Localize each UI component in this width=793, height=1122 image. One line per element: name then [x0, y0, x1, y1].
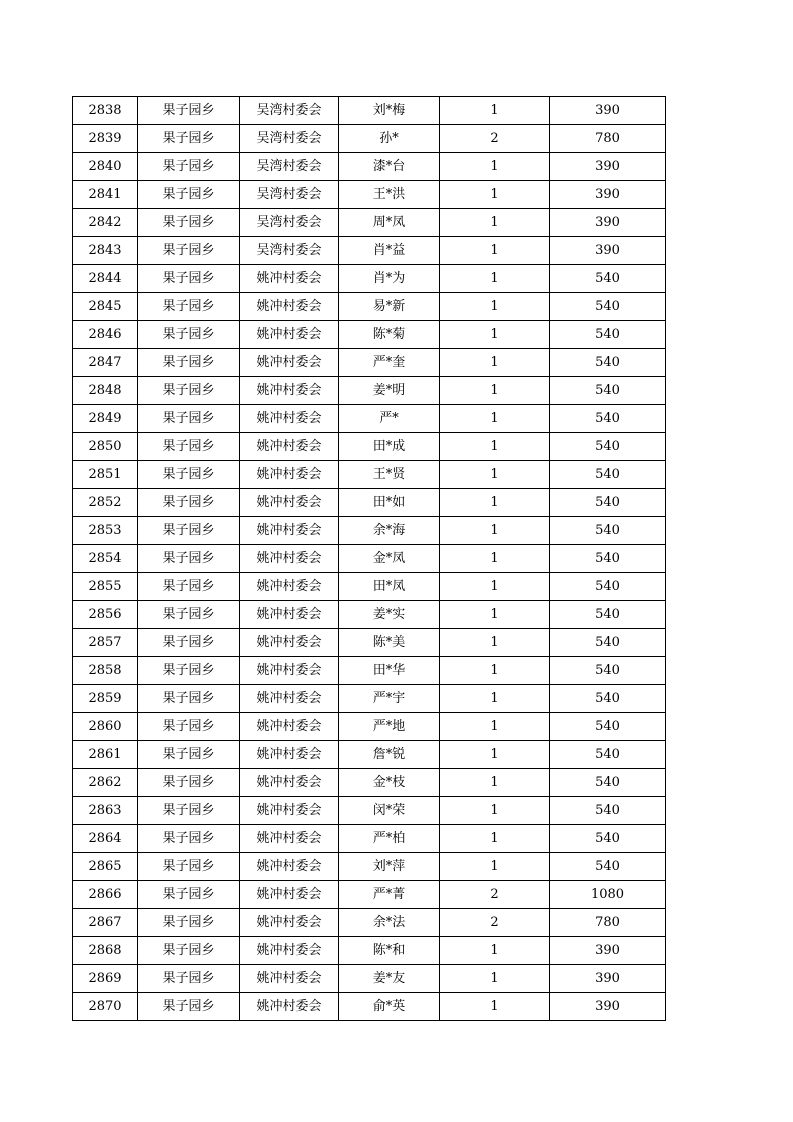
seq-cell: 2840 — [73, 153, 138, 181]
count-cell: 1 — [440, 769, 550, 797]
village-cell: 姚冲村委会 — [240, 741, 339, 769]
amount-cell: 540 — [550, 265, 666, 293]
township-cell: 果子园乡 — [138, 601, 240, 629]
count-cell: 1 — [440, 265, 550, 293]
amount-cell: 540 — [550, 629, 666, 657]
name-cell: 金*凤 — [339, 545, 440, 573]
amount-cell: 540 — [550, 377, 666, 405]
table-row — [73, 685, 666, 713]
village-cell: 姚冲村委会 — [240, 993, 339, 1021]
township-cell: 果子园乡 — [138, 153, 240, 181]
village-cell: 姚冲村委会 — [240, 321, 339, 349]
amount-cell: 540 — [550, 713, 666, 741]
township-cell: 果子园乡 — [138, 181, 240, 209]
name-cell: 漆*台 — [339, 153, 440, 181]
name-cell: 严*地 — [339, 713, 440, 741]
village-cell: 姚冲村委会 — [240, 433, 339, 461]
village-cell: 吴湾村委会 — [240, 97, 339, 125]
name-cell: 周*凤 — [339, 209, 440, 237]
seq-cell: 2867 — [73, 909, 138, 937]
table-row — [73, 713, 666, 741]
table-row — [73, 797, 666, 825]
amount-cell: 540 — [550, 489, 666, 517]
count-cell: 1 — [440, 797, 550, 825]
amount-cell: 390 — [550, 993, 666, 1021]
name-cell: 陈*美 — [339, 629, 440, 657]
table-row — [73, 601, 666, 629]
township-cell: 果子园乡 — [138, 909, 240, 937]
amount-cell: 390 — [550, 237, 666, 265]
amount-cell: 540 — [550, 741, 666, 769]
name-cell: 严*菁 — [339, 881, 440, 909]
township-cell: 果子园乡 — [138, 573, 240, 601]
count-cell: 1 — [440, 937, 550, 965]
village-cell: 姚冲村委会 — [240, 853, 339, 881]
amount-cell: 540 — [550, 517, 666, 545]
seq-cell: 2844 — [73, 265, 138, 293]
seq-cell: 2848 — [73, 377, 138, 405]
township-cell: 果子园乡 — [138, 657, 240, 685]
table-row — [73, 97, 666, 125]
seq-cell: 2859 — [73, 685, 138, 713]
count-cell: 2 — [440, 909, 550, 937]
count-cell: 1 — [440, 237, 550, 265]
count-cell: 1 — [440, 153, 550, 181]
township-cell: 果子园乡 — [138, 713, 240, 741]
seq-cell: 2862 — [73, 769, 138, 797]
name-cell: 姜*友 — [339, 965, 440, 993]
village-cell: 姚冲村委会 — [240, 825, 339, 853]
count-cell: 1 — [440, 601, 550, 629]
seq-cell: 2856 — [73, 601, 138, 629]
count-cell: 1 — [440, 545, 550, 573]
village-cell: 吴湾村委会 — [240, 181, 339, 209]
count-cell: 1 — [440, 517, 550, 545]
village-cell: 姚冲村委会 — [240, 517, 339, 545]
count-cell: 1 — [440, 461, 550, 489]
name-cell: 田*如 — [339, 489, 440, 517]
count-cell: 1 — [440, 657, 550, 685]
table-row — [73, 545, 666, 573]
count-cell: 1 — [440, 97, 550, 125]
count-cell: 1 — [440, 713, 550, 741]
township-cell: 果子园乡 — [138, 433, 240, 461]
table-row — [73, 405, 666, 433]
seq-cell: 2841 — [73, 181, 138, 209]
village-cell: 姚冲村委会 — [240, 461, 339, 489]
table-row — [73, 573, 666, 601]
name-cell: 刘*梅 — [339, 97, 440, 125]
name-cell: 闵*荣 — [339, 797, 440, 825]
count-cell: 1 — [440, 825, 550, 853]
table-row — [73, 629, 666, 657]
village-cell: 吴湾村委会 — [240, 237, 339, 265]
village-cell: 姚冲村委会 — [240, 601, 339, 629]
table-row — [73, 237, 666, 265]
name-cell: 严* — [339, 405, 440, 433]
seq-cell: 2865 — [73, 853, 138, 881]
village-cell: 姚冲村委会 — [240, 545, 339, 573]
table-row — [73, 349, 666, 377]
name-cell: 田*凤 — [339, 573, 440, 601]
township-cell: 果子园乡 — [138, 825, 240, 853]
table-row — [73, 461, 666, 489]
table-row — [73, 125, 666, 153]
table-row — [73, 909, 666, 937]
count-cell: 1 — [440, 181, 550, 209]
name-cell: 余*法 — [339, 909, 440, 937]
count-cell: 2 — [440, 125, 550, 153]
table-row — [73, 769, 666, 797]
amount-cell: 540 — [550, 461, 666, 489]
township-cell: 果子园乡 — [138, 965, 240, 993]
count-cell: 1 — [440, 853, 550, 881]
amount-cell: 390 — [550, 97, 666, 125]
table-row — [73, 489, 666, 517]
seq-cell: 2860 — [73, 713, 138, 741]
township-cell: 果子园乡 — [138, 769, 240, 797]
name-cell: 姜*实 — [339, 601, 440, 629]
seq-cell: 2869 — [73, 965, 138, 993]
village-cell: 吴湾村委会 — [240, 153, 339, 181]
township-cell: 果子园乡 — [138, 209, 240, 237]
township-cell: 果子园乡 — [138, 97, 240, 125]
village-cell: 吴湾村委会 — [240, 209, 339, 237]
village-cell: 姚冲村委会 — [240, 405, 339, 433]
table-row — [73, 293, 666, 321]
amount-cell: 540 — [550, 853, 666, 881]
village-cell: 姚冲村委会 — [240, 937, 339, 965]
seq-cell: 2854 — [73, 545, 138, 573]
amount-cell: 390 — [550, 181, 666, 209]
village-cell: 姚冲村委会 — [240, 769, 339, 797]
amount-cell: 540 — [550, 685, 666, 713]
table-row — [73, 265, 666, 293]
amount-cell: 540 — [550, 825, 666, 853]
seq-cell: 2861 — [73, 741, 138, 769]
beneficiary-table — [72, 96, 666, 1021]
name-cell: 严*宇 — [339, 685, 440, 713]
amount-cell: 780 — [550, 125, 666, 153]
name-cell: 姜*明 — [339, 377, 440, 405]
seq-cell: 2845 — [73, 293, 138, 321]
table-row — [73, 517, 666, 545]
township-cell: 果子园乡 — [138, 489, 240, 517]
table-row — [73, 657, 666, 685]
village-cell: 姚冲村委会 — [240, 909, 339, 937]
count-cell: 1 — [440, 741, 550, 769]
table-body — [73, 97, 666, 1021]
seq-cell: 2851 — [73, 461, 138, 489]
township-cell: 果子园乡 — [138, 741, 240, 769]
table-row — [73, 321, 666, 349]
seq-cell: 2846 — [73, 321, 138, 349]
name-cell: 詹*锐 — [339, 741, 440, 769]
township-cell: 果子园乡 — [138, 293, 240, 321]
seq-cell: 2870 — [73, 993, 138, 1021]
township-cell: 果子园乡 — [138, 797, 240, 825]
count-cell: 1 — [440, 489, 550, 517]
count-cell: 1 — [440, 965, 550, 993]
seq-cell: 2868 — [73, 937, 138, 965]
amount-cell: 540 — [550, 349, 666, 377]
name-cell: 肖*益 — [339, 237, 440, 265]
table-row — [73, 433, 666, 461]
township-cell: 果子园乡 — [138, 993, 240, 1021]
count-cell: 1 — [440, 321, 550, 349]
table-row — [73, 853, 666, 881]
seq-cell: 2838 — [73, 97, 138, 125]
township-cell: 果子园乡 — [138, 685, 240, 713]
township-cell: 果子园乡 — [138, 545, 240, 573]
amount-cell: 390 — [550, 209, 666, 237]
village-cell: 姚冲村委会 — [240, 293, 339, 321]
village-cell: 姚冲村委会 — [240, 489, 339, 517]
name-cell: 田*成 — [339, 433, 440, 461]
table-row — [73, 153, 666, 181]
seq-cell: 2863 — [73, 797, 138, 825]
count-cell: 1 — [440, 685, 550, 713]
amount-cell: 540 — [550, 573, 666, 601]
seq-cell: 2849 — [73, 405, 138, 433]
seq-cell: 2866 — [73, 881, 138, 909]
count-cell: 1 — [440, 993, 550, 1021]
count-cell: 1 — [440, 209, 550, 237]
seq-cell: 2850 — [73, 433, 138, 461]
township-cell: 果子园乡 — [138, 629, 240, 657]
seq-cell: 2839 — [73, 125, 138, 153]
township-cell: 果子园乡 — [138, 265, 240, 293]
seq-cell: 2858 — [73, 657, 138, 685]
village-cell: 姚冲村委会 — [240, 377, 339, 405]
table-row — [73, 181, 666, 209]
township-cell: 果子园乡 — [138, 125, 240, 153]
township-cell: 果子园乡 — [138, 853, 240, 881]
name-cell: 金*枝 — [339, 769, 440, 797]
table-row — [73, 825, 666, 853]
seq-cell: 2852 — [73, 489, 138, 517]
seq-cell: 2857 — [73, 629, 138, 657]
amount-cell: 540 — [550, 405, 666, 433]
amount-cell: 390 — [550, 153, 666, 181]
name-cell: 王*贤 — [339, 461, 440, 489]
count-cell: 1 — [440, 349, 550, 377]
name-cell: 余*海 — [339, 517, 440, 545]
name-cell: 严*奎 — [339, 349, 440, 377]
village-cell: 姚冲村委会 — [240, 265, 339, 293]
seq-cell: 2847 — [73, 349, 138, 377]
name-cell: 易*新 — [339, 293, 440, 321]
count-cell: 1 — [440, 405, 550, 433]
amount-cell: 540 — [550, 797, 666, 825]
count-cell: 1 — [440, 377, 550, 405]
amount-cell: 390 — [550, 937, 666, 965]
name-cell: 田*华 — [339, 657, 440, 685]
village-cell: 姚冲村委会 — [240, 685, 339, 713]
amount-cell: 1080 — [550, 881, 666, 909]
village-cell: 姚冲村委会 — [240, 965, 339, 993]
township-cell: 果子园乡 — [138, 377, 240, 405]
name-cell: 陈*和 — [339, 937, 440, 965]
township-cell: 果子园乡 — [138, 881, 240, 909]
amount-cell: 540 — [550, 433, 666, 461]
township-cell: 果子园乡 — [138, 405, 240, 433]
township-cell: 果子园乡 — [138, 461, 240, 489]
count-cell: 1 — [440, 573, 550, 601]
table-row — [73, 965, 666, 993]
amount-cell: 540 — [550, 769, 666, 797]
village-cell: 姚冲村委会 — [240, 797, 339, 825]
count-cell: 1 — [440, 293, 550, 321]
township-cell: 果子园乡 — [138, 349, 240, 377]
village-cell: 吴湾村委会 — [240, 125, 339, 153]
amount-cell: 540 — [550, 545, 666, 573]
amount-cell: 780 — [550, 909, 666, 937]
table-row — [73, 209, 666, 237]
table-row — [73, 741, 666, 769]
seq-cell: 2853 — [73, 517, 138, 545]
amount-cell: 390 — [550, 965, 666, 993]
village-cell: 姚冲村委会 — [240, 629, 339, 657]
village-cell: 姚冲村委会 — [240, 881, 339, 909]
seq-cell: 2864 — [73, 825, 138, 853]
township-cell: 果子园乡 — [138, 937, 240, 965]
name-cell: 俞*英 — [339, 993, 440, 1021]
table-row — [73, 377, 666, 405]
amount-cell: 540 — [550, 293, 666, 321]
village-cell: 姚冲村委会 — [240, 349, 339, 377]
village-cell: 姚冲村委会 — [240, 573, 339, 601]
name-cell: 肖*为 — [339, 265, 440, 293]
count-cell: 1 — [440, 629, 550, 657]
seq-cell: 2842 — [73, 209, 138, 237]
name-cell: 刘*萍 — [339, 853, 440, 881]
table-row — [73, 881, 666, 909]
township-cell: 果子园乡 — [138, 517, 240, 545]
village-cell: 姚冲村委会 — [240, 657, 339, 685]
table-row — [73, 937, 666, 965]
township-cell: 果子园乡 — [138, 321, 240, 349]
count-cell: 2 — [440, 881, 550, 909]
amount-cell: 540 — [550, 321, 666, 349]
name-cell: 孙* — [339, 125, 440, 153]
amount-cell: 540 — [550, 657, 666, 685]
table-row — [73, 993, 666, 1021]
seq-cell: 2855 — [73, 573, 138, 601]
village-cell: 姚冲村委会 — [240, 713, 339, 741]
name-cell: 陈*菊 — [339, 321, 440, 349]
name-cell: 严*柏 — [339, 825, 440, 853]
count-cell: 1 — [440, 433, 550, 461]
name-cell: 王*洪 — [339, 181, 440, 209]
amount-cell: 540 — [550, 601, 666, 629]
township-cell: 果子园乡 — [138, 237, 240, 265]
seq-cell: 2843 — [73, 237, 138, 265]
